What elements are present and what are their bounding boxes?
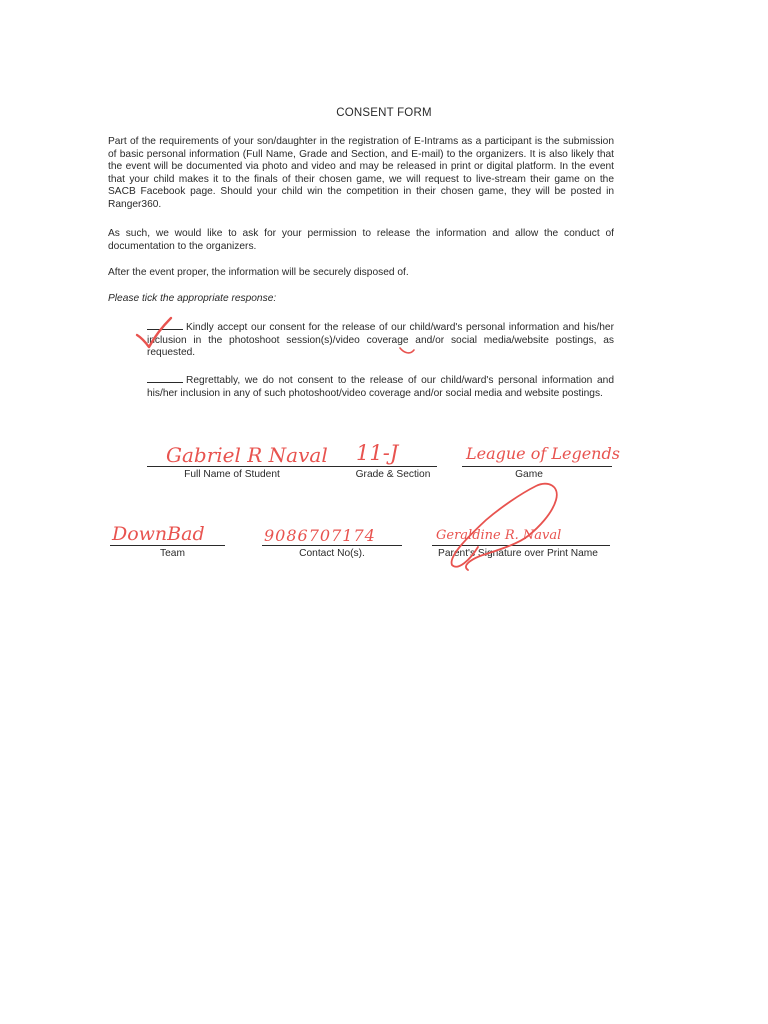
handwritten-team: DownBad <box>112 523 205 545</box>
consent-option-accept[interactable] <box>147 321 614 360</box>
contact-label: Contact No(s). <box>299 548 365 559</box>
accept-option-text: Kindly accept our consent for the release of our child/ward's personal information and his/her inclusion in the photoshoot session(s)/video coverage and/or social media/website postings, as requested. <box>147 322 614 359</box>
contact-line[interactable] <box>262 545 402 546</box>
accept-tick-blank[interactable] <box>147 321 183 330</box>
team-line[interactable] <box>110 545 225 546</box>
handwritten-parent-signature: Geraldine R. Naval <box>436 528 562 543</box>
permission-paragraph: As such, we would like to ask for your permission to release the information and allow the conduct of documentation to the organizers. <box>108 228 614 252</box>
grade-section-line[interactable] <box>343 466 437 467</box>
consent-option-decline[interactable] <box>147 374 614 400</box>
handwritten-game: League of Legends <box>466 444 620 463</box>
parent-signature-line[interactable] <box>432 545 610 546</box>
decline-tick-blank[interactable] <box>147 374 183 383</box>
game-label: Game <box>515 469 543 480</box>
tick-instruction: Please tick the appropriate response: <box>108 293 277 304</box>
form-title: CONSENT FORM <box>336 107 432 119</box>
handwritten-grade-section: 11-J <box>356 441 399 465</box>
intro-paragraph: Part of the requirements of your son/daughter in the registration of E-Intrams as a participant is the submission of basic personal information (Full Name, Grade and Section, and E-mail) to the organizers. It is also likely that the event will be documented via photo and video and may be released in print or digital platform. In the event that your child makes it to the finals of their chosen game, we will request to live-stream their game on the SACB Facebook page. Should your child win the competition in their chosen game, they will be posted in Ranger360. <box>108 136 614 210</box>
handwritten-contact: 9086707174 <box>264 526 376 545</box>
handwritten-full-name: Gabriel R Naval <box>166 443 328 467</box>
game-line[interactable] <box>462 466 612 467</box>
decline-option-text: Regrettably, we do not consent to the release of our child/ward's personal information and his/her inclusion in any of such photoshoot/video coverage and/or social media and website postings. <box>147 375 614 399</box>
disposal-paragraph: After the event proper, the information will be securely disposed of. <box>108 267 409 278</box>
full-name-label: Full Name of Student <box>184 469 280 480</box>
grade-section-label: Grade & Section <box>355 469 431 480</box>
parent-signature-label: Parent's Signature over Print Name <box>438 548 598 559</box>
team-label: Team <box>160 548 185 559</box>
